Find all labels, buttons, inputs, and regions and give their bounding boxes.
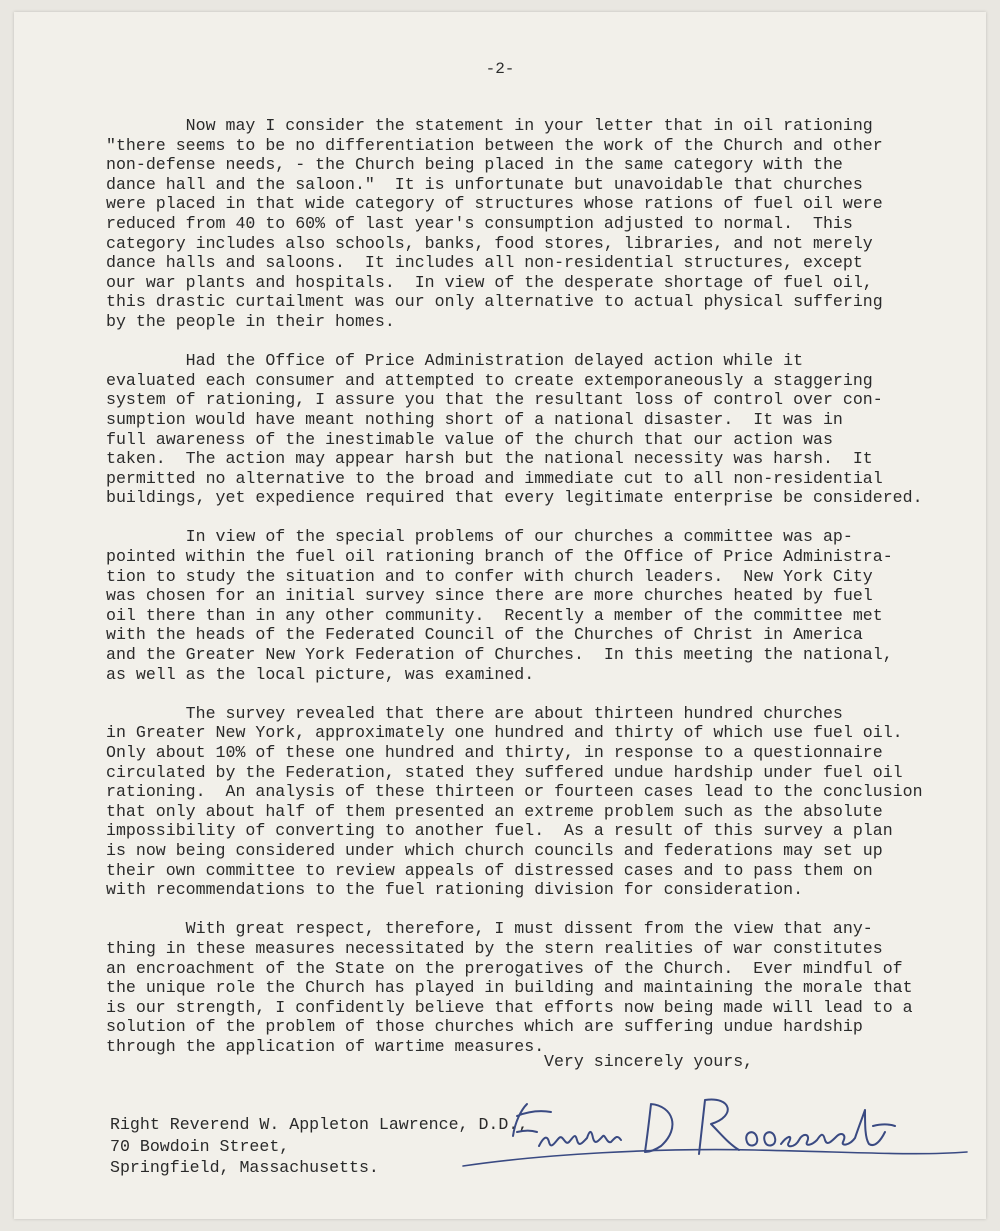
text-line: The survey revealed that there are about thirteen hundred churches [106,703,843,723]
text-line: With great respect, therefore, I must dissent from the view that any- [106,919,873,939]
text-line: full awareness of the inestimable value of the church that our action was [106,429,833,449]
text-line: reduced from 40 to 60% of last year's consumption adjusted to normal. This [106,213,853,233]
signature-strokes [463,1099,967,1166]
text-line: that only about half of them presented an extreme problem such as the absolute [106,801,883,821]
text-line: dance hall and the saloon." It is unfortunate but unavoidable that churches [106,174,863,194]
text-line: solution of the problem of those churches which are suffering undue hardship [106,1017,863,1037]
text-line: thing in these measures necessitated by the stern realities of war constitutes [106,938,883,958]
text-line: taken. The action may appear harsh but the national necessity was harsh. It [106,449,873,469]
paragraph-dissent [106,919,946,1056]
page-number: -2- [485,60,515,78]
text-line: pointed within the fuel oil rationing branch of the Office of Price Administra- [106,547,893,567]
text-line: an encroachment of the State on the prerogatives of the Church. Ever mindful of [106,958,903,978]
text-line: circulated by the Federation, stated they suffered undue hardship under fuel oil [106,762,903,782]
text-line: Only about 10% of these one hundred and thirty, in response to a questionnaire [106,743,883,762]
text-line: Now may I consider the statement in your letter that in oil rationing [106,116,873,135]
text-line: by the people in their homes. [106,311,395,331]
address-line: 70 Bowdoin Street, [110,1136,290,1156]
text-line: is our strength, I confidently believe that efforts now being made will lead to a [106,997,913,1017]
text-line: through the application of wartime measures. [106,1036,545,1056]
text-line: tion to study the situation and to confer with church leaders. New York City [106,566,873,586]
text-line: Had the Office of Price Administration delayed action while it [106,351,804,371]
address-line: Right Reverend W. Appleton Lawrence, D.D., [110,1115,529,1134]
text-line: were placed in that wide category of structures whose rations of fuel oil were [106,194,883,214]
text-line: rationing. An analysis of these thirteen or fourteen cases lead to the conclusion [106,782,923,802]
address-line: Springfield, Massachusetts. [110,1158,379,1177]
text-line: permitted no alternative to the broad and immediate cut to all non-residential [106,468,883,488]
letter-body [106,116,946,1076]
text-line: In view of the special problems of our churches a committee was ap- [106,527,853,547]
text-line: buildings, yet expedience required that every legitimate enterprise be considered. [106,488,923,508]
paragraph-opa-action [106,351,946,508]
text-line: with the heads of the Federated Council of the Churches of Christ in America [106,625,863,645]
text-line: with recommendations to the fuel rationing division for consideration. [106,880,804,900]
paragraph-committee [106,527,946,684]
handwritten-signature [455,1082,975,1182]
text-line: is now being considered under which church councils and federations may set up [106,840,883,860]
text-line: dance halls and saloons. It includes all non-residential structures, except [106,253,863,273]
text-line: impossibility of converting to another fuel. As a result of this survey a plan [106,821,893,841]
text-line: was chosen for an initial survey since there are more churches heated by fuel [106,586,873,606]
paragraph-survey [106,704,946,900]
text-line: as well as the local picture, was examined. [106,664,535,684]
text-line: their own committee to review appeals of distressed cases and to pass them on [106,860,873,880]
text-line: evaluated each consumer and attempted to create extemporaneously a staggering [106,370,873,390]
text-line: our war plants and hospitals. In view of the desperate shortage of fuel oil, [106,272,873,292]
text-line: this drastic curtailment was our only alternative to actual physical suffering [106,292,883,312]
text-line: in Greater New York, approximately one hundred and thirty of which use fuel oil. [106,723,903,743]
text-line: non-defense needs, - the Church being placed in the same category with the [106,155,843,175]
text-line: category includes also schools, banks, food stores, libraries, and not merely [106,233,873,253]
paragraph-oil-rationing [106,116,946,332]
text-line: and the Greater New York Federation of Churches. In this meeting the national, [106,645,893,665]
text-line: sumption would have meant nothing short of a national disaster. It was in [106,409,843,429]
text-line: "there seems to be no differentiation between the work of the Church and other [106,135,883,155]
text-line: the unique role the Church has played in building and maintaining the morale that [106,978,913,998]
text-line: system of rationing, I assure you that the resultant loss of control over con- [106,390,883,410]
complimentary-close: Very sincerely yours, [544,1052,754,1071]
text-line: oil there than in any other community. Recently a member of the committee met [106,605,883,625]
